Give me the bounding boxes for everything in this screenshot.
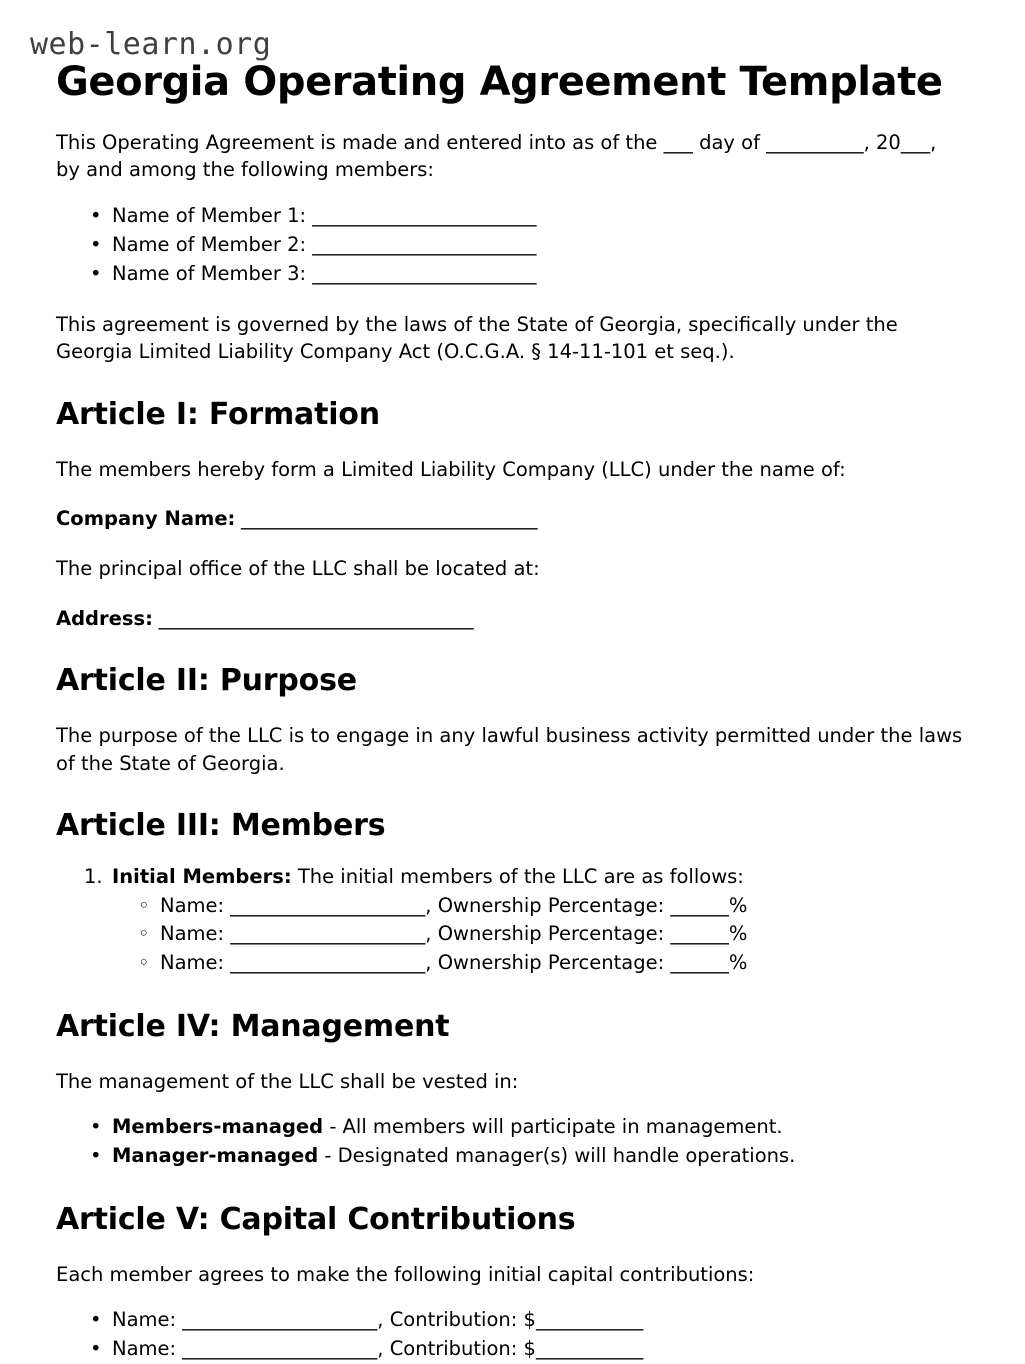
members-managed-text: - All members will participate in management. [323,1115,783,1139]
management-options-list [56,1113,969,1171]
governing-law-paragraph: This agreement is governed by the laws of the State of Georgia, specifically under the Georgia Limited Liability Company Act (O.C.G.A. § 14-11-101 et seq.). [56,312,898,364]
company-name-field [56,505,969,533]
members-managed-label: Members-managed [112,1115,324,1139]
article-5-intro: Each member agrees to make the following initial capital contributions: [56,1262,755,1286]
list-item: • Name of Member 3: _______________________ [112,260,969,289]
article-1-office-text: The principal office of the LLC shall be located at: [56,557,540,580]
article-4-intro: The management of the LLC shall be vested in: [56,1069,519,1093]
list-item: • Name of Member 1: _______________________ [112,202,969,231]
article-heading-formation: Article I: Formation [56,397,380,433]
list-item: ◦ Name: ____________________, Ownership Percentage: ______% [160,949,969,978]
site-logo: web-learn.org [30,27,272,62]
list-item: • Name: ____________________, Contribution: $___________ [112,1306,969,1335]
list-item [112,1113,969,1142]
address-label: Address: [56,606,153,630]
document-content [0,129,1025,1364]
company-name-blank: ________________________________ [235,507,538,531]
capital-contributions-list [56,1306,969,1364]
intro-paragraph: This Operating Agreement is made and entered into as of the ___ day of __________, 20___, by and among the following members: [56,130,937,182]
list-item [112,863,969,978]
manager-managed-text: - Designated manager(s) will handle operations. [318,1144,796,1168]
list-item [112,1142,969,1171]
article-heading-management: Article IV: Management [56,1009,450,1045]
manager-managed-label: Manager-managed [112,1144,319,1168]
article-1-intro: The members hereby form a Limited Liability Company (LLC) under the name of: [56,457,846,481]
address-blank: __________________________________ [152,606,474,630]
list-item: ◦ Name: ____________________, Ownership Percentage: ______% [160,892,969,921]
initial-members-text: The initial members of the LLC are as follows: [291,864,744,888]
article-2-intro: The purpose of the LLC is to engage in any lawful business activity permitted under the laws of the State of Georgia. [56,723,963,775]
list-item: • Name: ____________________, Contribution: $___________ [112,1335,969,1364]
initial-members-list [56,863,969,978]
member-name-list [56,202,969,289]
member-ownership-list [112,892,969,979]
list-item: • Name of Member 2: _______________________ [112,231,969,260]
article-heading-members: Article III: Members [56,808,386,844]
page-title: Georgia Operating Agreement Template [56,59,943,105]
article-heading-capital-contributions: Article V: Capital Contributions [56,1202,576,1238]
initial-members-label: Initial Members: [112,864,292,888]
address-field [56,605,969,633]
company-name-label: Company Name: [56,507,236,531]
list-item: ◦ Name: ____________________, Ownership Percentage: ______% [160,920,969,949]
article-heading-purpose: Article II: Purpose [56,663,357,699]
